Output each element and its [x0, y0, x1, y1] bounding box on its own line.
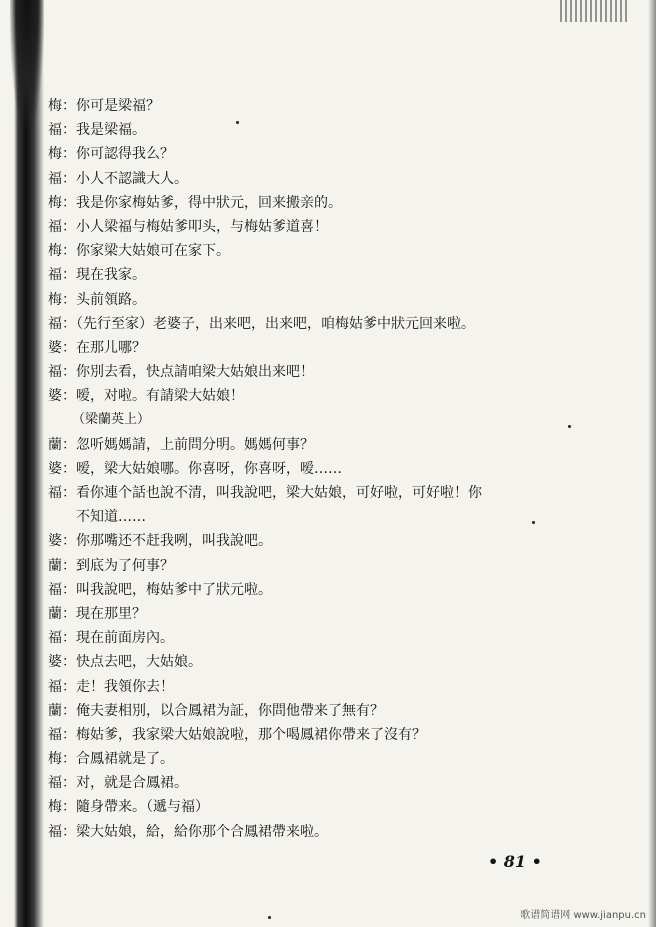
dialogue-line: 婆：嗳，梁大姑娘哪。你喜呀，你喜呀，嗳…… [48, 460, 342, 477]
dialogue-line: 梅：头前領路。 [48, 291, 146, 308]
dialogue-line: 婆：嗳，对啦。有請梁大姑娘！ [48, 388, 244, 405]
dialogue-line: 婆：快点去吧，大姑娘。 [48, 654, 202, 671]
top-edge-marks [560, 0, 630, 22]
dialogue-line: 婆：你那嘴还不赶我咧，叫我說吧。 [48, 533, 272, 550]
dialogue-line: 蘭：忽听媽媽請，上前問分明。媽媽何事？ [48, 436, 314, 453]
page-number: • 81 • [488, 852, 542, 871]
watermark: 歌谱简谱网 www.jianpu.cn [520, 910, 646, 921]
dialogue-line: 福：梁大姑娘，給，給你那个合鳳裙帶来啦。 [48, 823, 328, 840]
dialogue-line: 梅：合鳳裙就是了。 [48, 751, 174, 768]
dialogue-line: 福：叫我說吧，梅姑爹中了狀元啦。 [48, 581, 272, 598]
dialogue-line: 福：看你連个話也說不清，叫我說吧，梁大姑娘，可好啦，可好啦！你 [48, 485, 482, 501]
dialogue-line: 梅：你可是梁福？ [48, 98, 160, 114]
dialogue-line: 不知道…… [76, 509, 146, 526]
dialogue-line: 婆：在那儿哪？ [48, 339, 146, 356]
dialogue-line: 福：小人不認識大人。 [48, 170, 188, 187]
dialogue-line: 福：梅姑爹，我家梁大姑娘說啦，那个喝鳳裙你帶来了沒有？ [48, 726, 426, 743]
dialogue-line: 福：現在我家。 [48, 267, 146, 284]
dialogue-line: 福：小人梁福与梅姑爹叩头，与梅姑爹道喜！ [48, 218, 328, 235]
dialogue-line: 福：对，就是合鳳裙。 [48, 775, 188, 792]
print-speck [236, 121, 239, 124]
dialogue-line: 梅：我是你家梅姑爹，得中狀元，回来搬亲的。 [48, 194, 342, 211]
print-speck [268, 916, 271, 919]
print-speck [532, 521, 535, 524]
book-binding-shadow [0, 0, 46, 927]
dialogue-line: 梅：你家梁大姑娘可在家下。 [48, 243, 230, 260]
dialogue-line: 蘭：現在那里？ [48, 605, 146, 622]
print-speck [568, 425, 571, 428]
dialogue-line: 福：你別去看，快点請咱梁大姑娘出来吧！ [48, 364, 314, 381]
dialogue-line: 蘭：俺夫妻相別，以合鳳裙为証，你問他帶来了無有？ [48, 702, 384, 719]
dialogue-line: 蘭：到底为了何事？ [48, 557, 174, 574]
dialogue-line: 福：現在前面房內。 [48, 630, 174, 647]
dialogue-line: 福：（先行至家）老婆子，出来吧，出来吧，咱梅姑爹中狀元回来啦。 [48, 315, 475, 332]
script-text [48, 94, 608, 844]
dialogue-line: 福：走！我領你去！ [48, 678, 174, 695]
dialogue-line: 梅：你可認得我么？ [48, 146, 174, 163]
page-edge-shadow [648, 0, 656, 927]
stage-direction: （梁蘭英上） [72, 412, 151, 428]
binding-ink-blot [10, 0, 44, 130]
dialogue-line: 梅：隨身帶来。（遞与福） [48, 799, 209, 816]
dialogue-line: 福：我是梁福。 [48, 122, 146, 139]
